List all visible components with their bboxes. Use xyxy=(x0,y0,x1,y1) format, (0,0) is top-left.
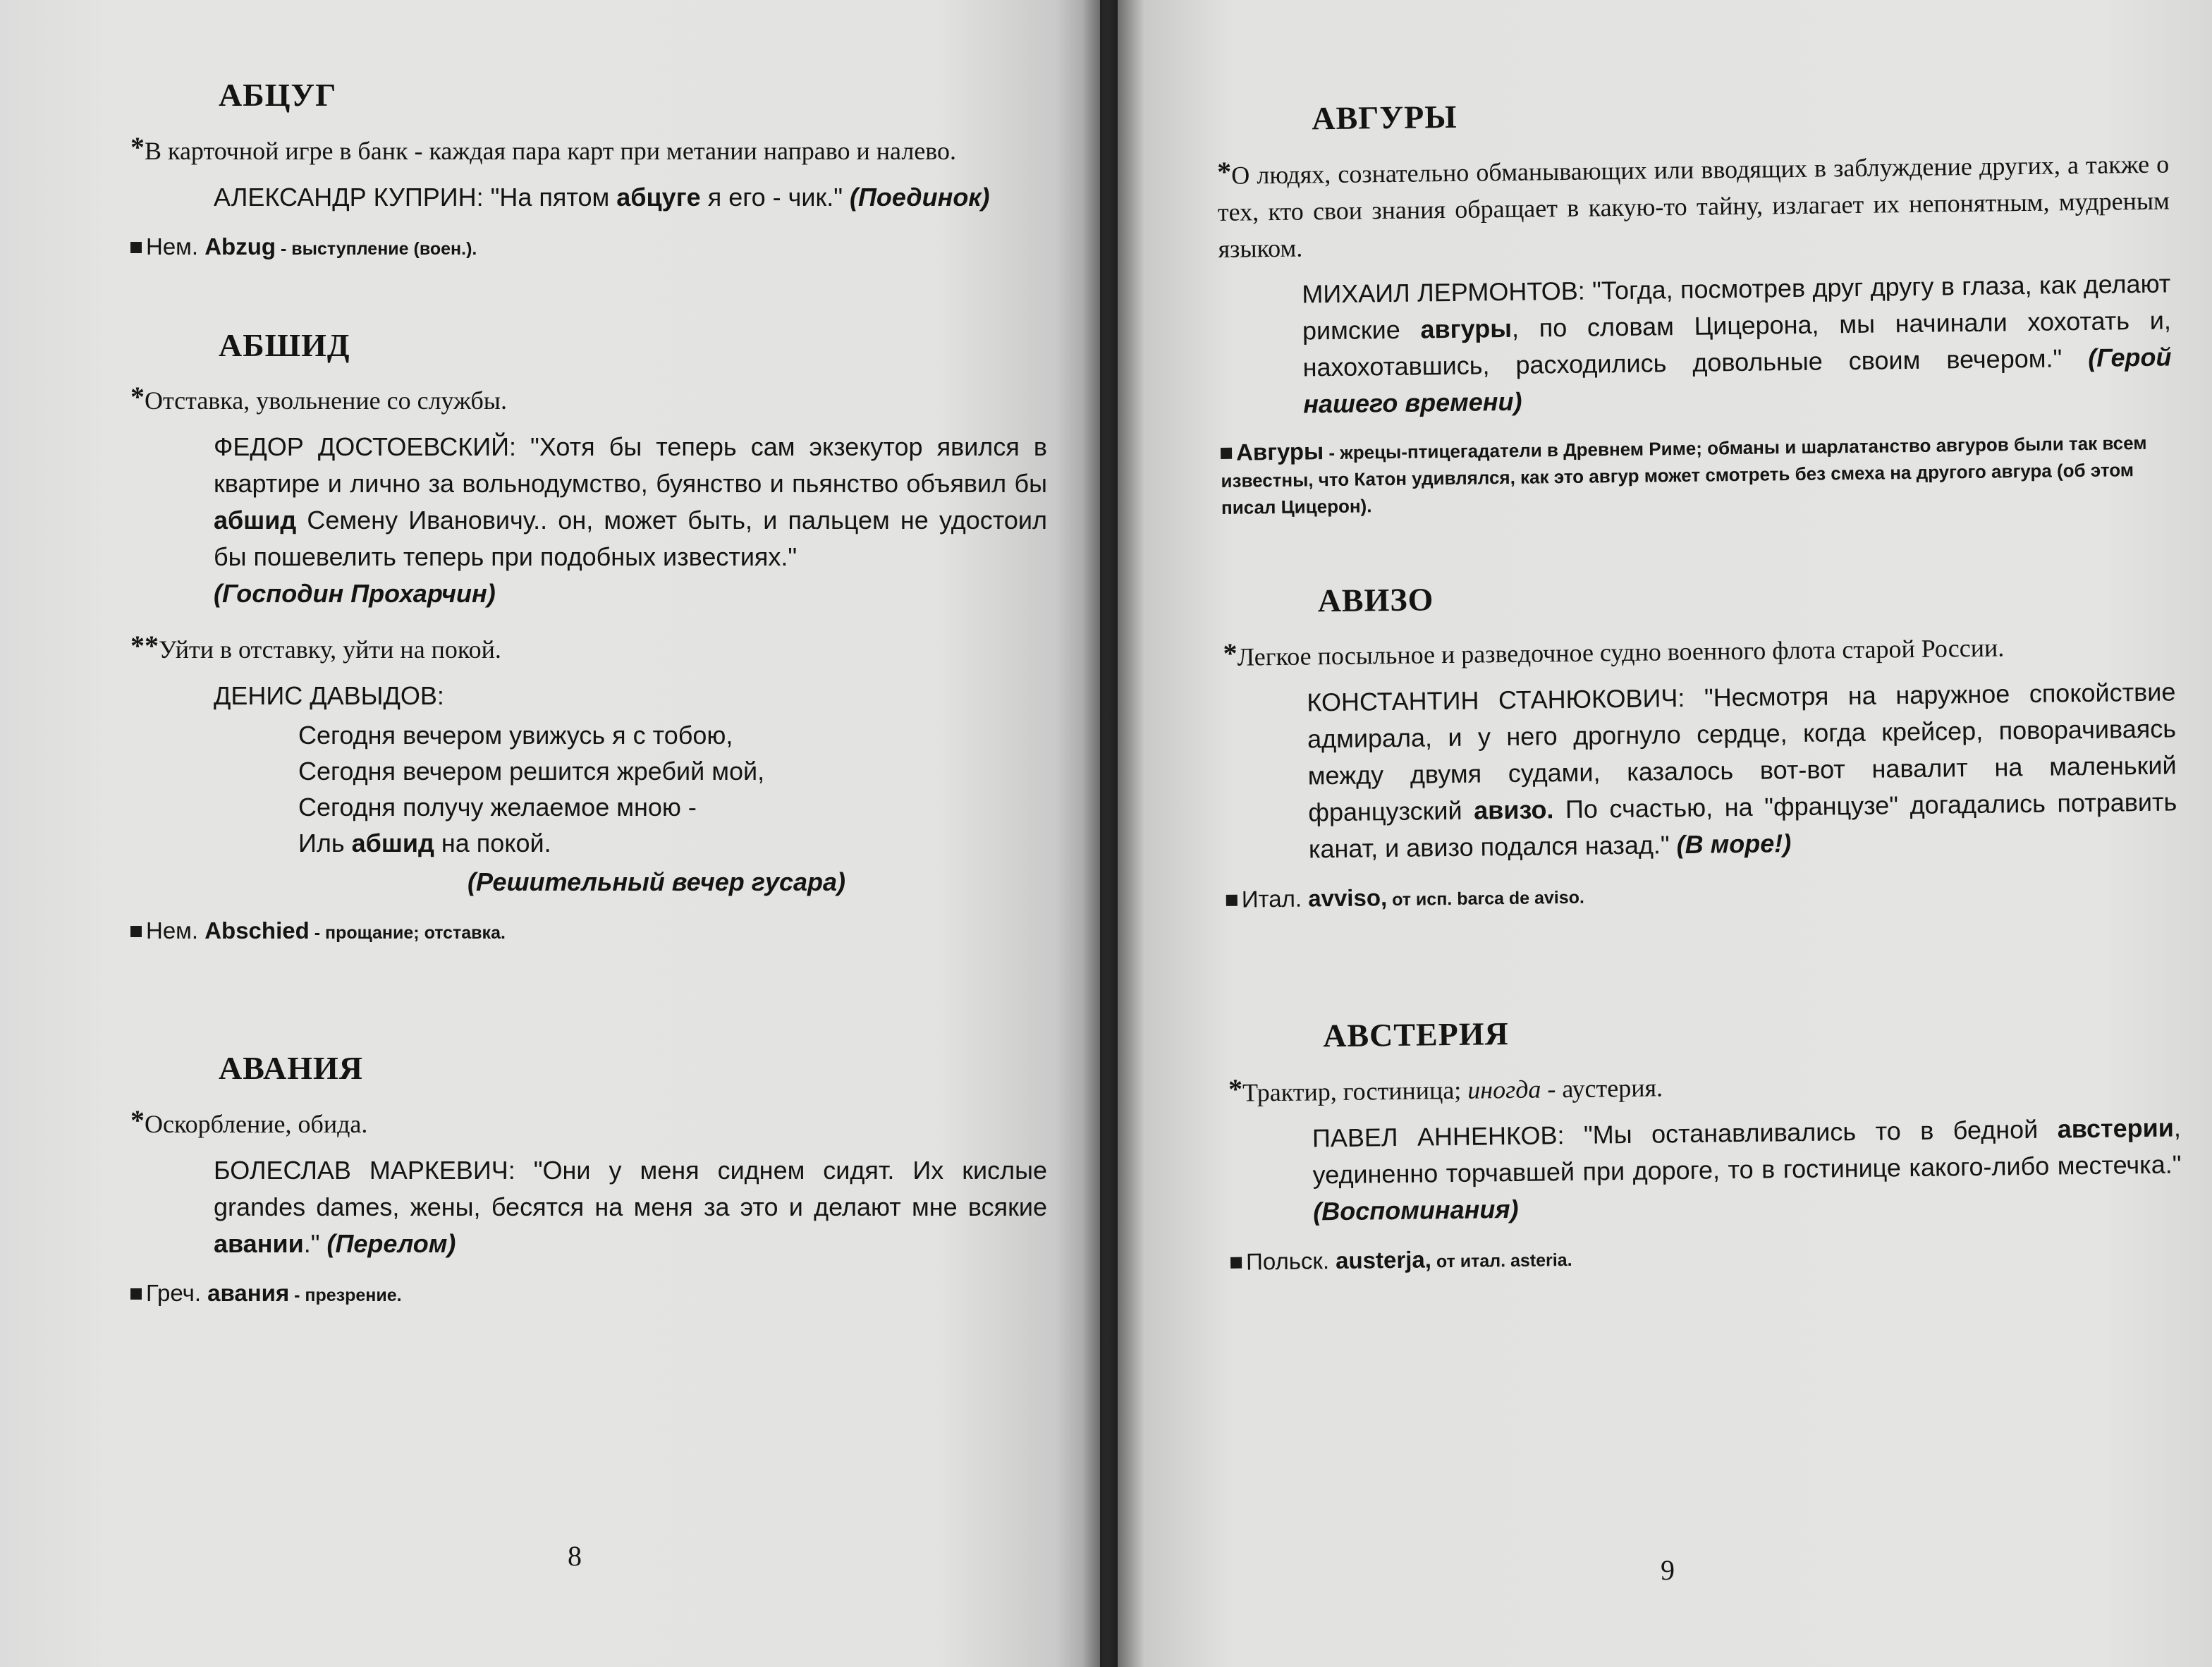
quote-keyword: абцуге xyxy=(616,182,701,212)
spacer xyxy=(130,948,1047,1051)
etymology-gloss: от исп. barca de aviso. xyxy=(1387,887,1585,910)
quote-source: (Герой нашего времени) xyxy=(1302,342,2172,419)
verse-line: Сегодня получу желаемое мною - xyxy=(298,793,697,822)
right-page xyxy=(1100,0,2212,1667)
definition xyxy=(130,129,1047,169)
entry-avizo xyxy=(1222,573,2178,917)
square-bullet-icon xyxy=(1226,895,1238,906)
star-marker: * xyxy=(1223,637,1238,670)
quote-text: "На пятом xyxy=(483,182,617,212)
etymology-gloss: - презрение. xyxy=(289,1285,402,1305)
definition xyxy=(130,1102,1047,1142)
etymology-word: Abzug xyxy=(204,233,276,259)
etymology-gloss: от итал. asteria. xyxy=(1431,1250,1572,1272)
quote-author: ПАВЕЛ АННЕНКОВ: xyxy=(1312,1120,1565,1153)
verse-author: ДЕНИС ДАВЫДОВ: xyxy=(214,681,444,711)
quote-source: (В море!) xyxy=(1676,829,1792,860)
square-bullet-icon xyxy=(130,242,142,253)
quote-keyword: авгуры xyxy=(1420,313,1513,344)
book-gutter xyxy=(1082,0,1118,1667)
quote xyxy=(1312,1109,2182,1230)
etymology-gloss: - выступление (воен.). xyxy=(276,238,477,259)
quote xyxy=(1307,674,2177,868)
spacer xyxy=(1221,509,2174,584)
quote-keyword: авании xyxy=(214,1228,304,1258)
quote-text: "Хотя бы теперь сам экзекутор явился в квартире и лично за вольнодумство, буянство и пьянство объявил бы xyxy=(214,432,1048,499)
quote-text: "Тогда, посмотрев друг другу в глаза, как делают римские xyxy=(1302,269,2171,346)
star-marker: * xyxy=(130,381,145,413)
definition xyxy=(1217,142,2170,267)
square-bullet-icon xyxy=(130,926,142,937)
quote-source: (Господин Прохарчин) xyxy=(214,579,496,609)
etymology xyxy=(130,231,1047,264)
headword: АВАНИЯ xyxy=(219,1050,364,1087)
quote-text: ." xyxy=(303,1228,327,1258)
quote-text: я его - чик." xyxy=(700,182,850,212)
quote-source: (Воспоминания) xyxy=(1312,1194,1519,1226)
quote-source: (Перелом) xyxy=(326,1228,456,1258)
quote-text: , уединенно торчавшей при дороге, то в гостинице какого-либо местечка." xyxy=(1312,1113,2182,1190)
etymology xyxy=(130,915,1047,948)
double-star-marker: ** xyxy=(130,630,159,662)
star-marker: * xyxy=(1228,1073,1243,1105)
page-number: 9 xyxy=(1661,1554,1675,1586)
headword: АВСТЕРИЯ xyxy=(1322,1015,1510,1054)
etymology xyxy=(1230,1235,2182,1279)
quote-text: Семену Ивановичу.. он, может быть, и пальцем не удостоил бы пошевелить теперь при подобных известиях." xyxy=(214,506,1047,572)
entry-avaniya xyxy=(130,1051,1047,1311)
verse-line xyxy=(298,825,1047,861)
quote-author: МИХАИЛ ЛЕРМОНТОВ: xyxy=(1302,276,1585,309)
definition-text: В карточной игре в банк - каждая пара карт при метании направо и налево. xyxy=(145,136,957,165)
verse-line: Сегодня вечером увижусь я с тобою, xyxy=(298,721,733,750)
entry-abshid xyxy=(130,328,1047,949)
etymology-word: austerja, xyxy=(1335,1246,1432,1274)
etymology-word: Abschied xyxy=(204,917,310,944)
spacer xyxy=(130,264,1047,328)
entry-abtsug xyxy=(130,78,1047,264)
definition-text: О людях, сознательно обманывающих или вводящих в заблуждение других, а также о тех, кто свои знания обращает в какую-то тайну, излагает их непонятным, мудреным языком. xyxy=(1217,149,2170,263)
etymology-word: avviso, xyxy=(1308,884,1388,912)
quote-author: ФЕДОР ДОСТОЕВСКИЙ: xyxy=(214,432,516,462)
etymology-language: Греч. xyxy=(146,1279,208,1306)
definition xyxy=(1223,624,2175,676)
headword: АБШИД xyxy=(219,326,350,363)
quote-author: АЛЕКСАНДР КУПРИН: xyxy=(214,182,484,212)
headword: АВГУРЫ xyxy=(1311,98,1458,137)
left-page-column xyxy=(130,78,1047,1311)
etymology-word: Авгуры xyxy=(1235,437,1324,465)
etymology-word: авания xyxy=(207,1279,290,1306)
square-bullet-icon xyxy=(1221,447,1232,458)
definition-text: Трактир, гостиница; xyxy=(1242,1075,1468,1107)
etymology-language: Итал. xyxy=(1241,885,1309,912)
definition-text: Оскорбление, обида. xyxy=(145,1109,368,1138)
entry-avsteriya xyxy=(1228,1008,2182,1280)
definition-italic: иногда xyxy=(1467,1075,1541,1104)
star-marker: * xyxy=(1216,155,1232,188)
verse-text: на покой. xyxy=(434,829,551,858)
quote xyxy=(214,179,1047,216)
verse xyxy=(298,717,1047,900)
quote-source: (Поединок) xyxy=(850,182,990,212)
star-marker: * xyxy=(130,1104,145,1136)
definition-text: - аустерия. xyxy=(1541,1073,1663,1104)
right-page-column xyxy=(1216,91,2182,1280)
definition-2 xyxy=(130,628,1047,668)
quote-keyword: абшид xyxy=(214,506,297,535)
etymology-language: Польск. xyxy=(1245,1247,1336,1275)
quote-author: КОНСТАНТИН СТАНЮКОВИЧ: xyxy=(1307,683,1685,717)
etymology-language: Нем. xyxy=(146,233,205,259)
quote xyxy=(214,1152,1047,1262)
star-marker: * xyxy=(130,130,145,163)
quote-text: "Несмотря на наружное спокойствие адмирала, и у него дрогнуло сердце, когда крейсер, поворачиваясь между двумя судами, казалось вот-вот навалит на маленький французский xyxy=(1307,677,2177,827)
square-bullet-icon xyxy=(130,1288,142,1300)
etymology-gloss: - прощание; отставка. xyxy=(309,923,506,944)
entry-avgury xyxy=(1216,91,2173,521)
quote xyxy=(1302,265,2172,422)
verse-text: Иль xyxy=(298,829,352,858)
etymology xyxy=(130,1278,1047,1311)
quote xyxy=(214,429,1047,612)
quote-text: "Они у меня сиднем сидят. Их кислые grandes dames, жены, бесятся на меня за это и делают мне всякие xyxy=(214,1155,1047,1221)
etymology-language: Нем. xyxy=(146,917,205,944)
definition xyxy=(130,379,1047,419)
spacer xyxy=(1226,906,2180,1020)
quote-keyword: абшид xyxy=(351,829,434,858)
quote-author: БОЛЕСЛАВ МАРКЕВИЧ: xyxy=(214,1155,515,1185)
definition xyxy=(1228,1059,2181,1111)
page-number: 8 xyxy=(568,1540,582,1572)
etymology xyxy=(1221,427,2173,520)
quote-keyword: австерии xyxy=(2057,1113,2175,1144)
left-page xyxy=(0,0,1100,1667)
quote-text: По счастью, на "французе" догадались потравить канат, и авизо подался назад." xyxy=(1308,787,2177,864)
quote-source: (Решительный вечер гусара) xyxy=(468,867,846,897)
verse-line: Сегодня вечером решится жребий мой, xyxy=(298,757,765,786)
definition-text: Уйти в отставку, уйти на покой. xyxy=(159,635,501,664)
definition-text: Легкое посыльное и разведочное судно военного флота старой России. xyxy=(1237,633,2005,671)
etymology-gloss: - жрецы-птицегадатели в Древнем Риме; обманы и шарлатанство авгуров были так всем известны, что Катон удивлялся, как это авгур может смотреть без смеха на другого авгура (об этом писал Цицерон). xyxy=(1221,432,2147,518)
verse-quote xyxy=(214,678,1047,900)
headword: АВИЗО xyxy=(1317,580,1434,618)
quote-text: "Мы останавливались то в бедной xyxy=(1564,1114,2058,1149)
quote-keyword: авизо. xyxy=(1473,795,1554,825)
definition-text: Отставка, увольнение со службы. xyxy=(145,386,507,415)
quote-text: , по словам Цицерона, мы начинали хохотать и, нахохотавшись, расходились довольные своим вечером." xyxy=(1302,305,2172,382)
square-bullet-icon xyxy=(1230,1257,1242,1268)
headword: АБЦУГ xyxy=(219,77,337,113)
